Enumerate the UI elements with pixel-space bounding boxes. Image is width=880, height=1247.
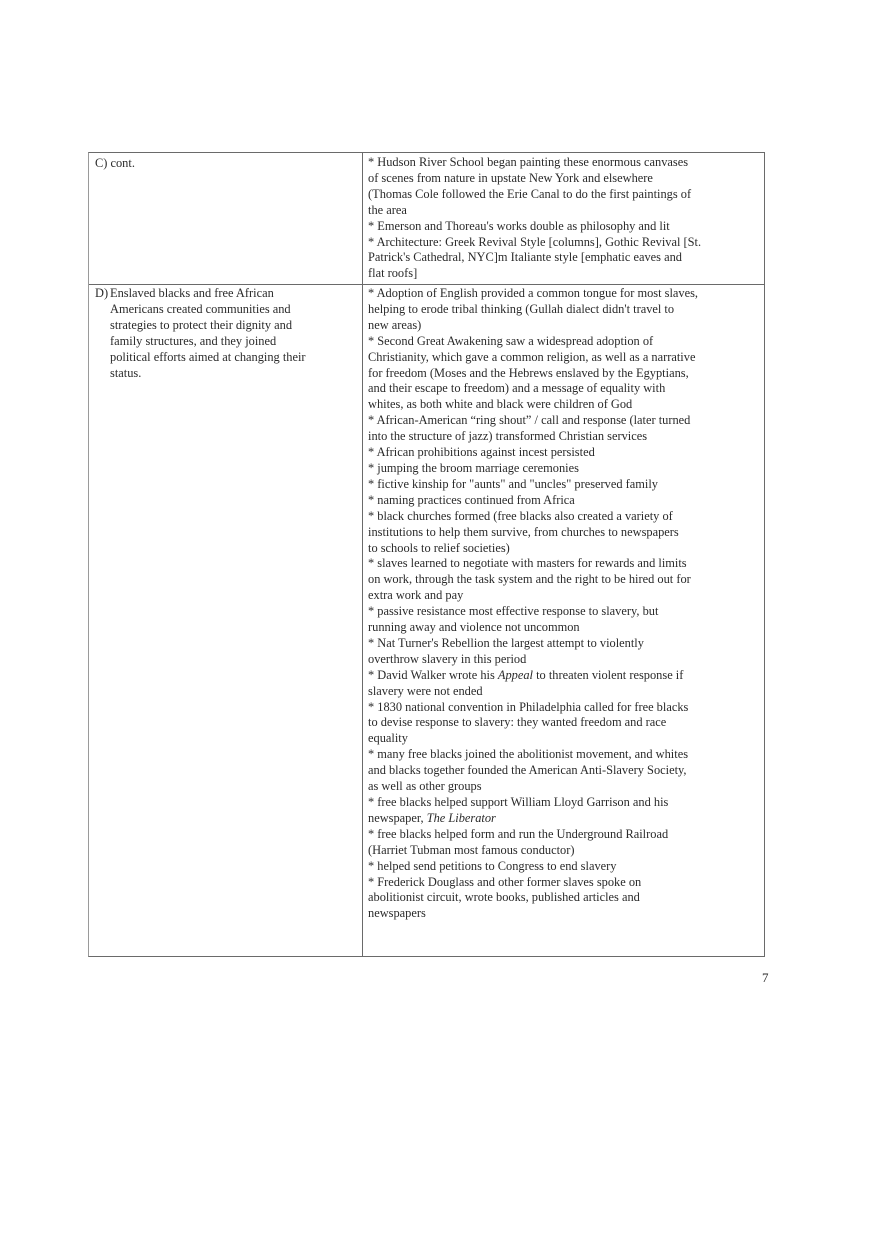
note-line: abolitionist circuit, wrote books, published articles and (368, 890, 640, 905)
note-line: Christianity, which gave a common religion, as well as a narrative (368, 349, 696, 364)
walker-pre: * David Walker wrote his (368, 667, 498, 682)
row-divider (89, 284, 764, 285)
note-line: running away and violence not uncommon (368, 620, 580, 635)
note-line: * naming practices continued from Africa (368, 492, 575, 507)
note-line: status. (110, 365, 142, 380)
note-line: * black churches formed (free blacks also created a variety of (368, 508, 673, 523)
note-line: to devise response to slavery: they wanted freedom and race (368, 715, 667, 730)
note-line: newspapers (368, 906, 426, 921)
note-line: * Nat Turner's Rebellion the largest attempt to violently (368, 635, 644, 650)
note-line: * fictive kinship for "aunts" and "uncles" preserved family (368, 476, 658, 491)
note-line: slavery were not ended (368, 683, 483, 698)
note-line: * many free blacks joined the abolitionist movement, and whites (368, 747, 689, 762)
note-line: Patrick's Cathedral, NYC]m Italiante style [emphatic eaves and (368, 250, 682, 265)
note-line: (Harriet Tubman most famous conductor) (368, 842, 575, 857)
note-line: * jumping the broom marriage ceremonies (368, 460, 579, 475)
note-line: * free blacks helped support William Lloyd Garrison and his (368, 795, 669, 809)
note-line: on work, through the task system and the right to be hired out for (368, 572, 691, 587)
note-line: * passive resistance most effective response to slavery, but (368, 604, 659, 619)
note-line: * African prohibitions against incest persisted (368, 445, 595, 460)
page-number: 7 (762, 970, 769, 985)
note-line: institutions to help them survive, from churches to newspapers (368, 524, 679, 539)
row-d-topic (95, 286, 306, 381)
note-line: * Adoption of English provided a common tongue for most slaves, (368, 286, 699, 300)
note-line: strategies to protect their dignity and (110, 317, 293, 332)
note-line: C) cont. (95, 156, 135, 170)
note-line: * Frederick Douglass and other former slaves spoke on (368, 874, 642, 889)
note-line: * helped send petitions to Congress to end slavery (368, 858, 617, 873)
note-line: * 1830 national convention in Philadelphia called for free blacks (368, 699, 689, 714)
note-line: the area (368, 202, 407, 217)
note-line (368, 668, 698, 684)
note-line: equality (368, 731, 408, 746)
note-line: into the structure of jazz) transformed Christian services (368, 429, 648, 444)
note-line: extra work and pay (368, 588, 464, 603)
note-line: and their escape to freedom) and a message of equality with (368, 381, 666, 396)
column-divider (362, 153, 363, 956)
note-line: new areas) (368, 317, 422, 332)
note-line: Americans created communities and (110, 301, 291, 316)
note-line: * Hudson River School began painting these enormous canvases (368, 155, 689, 169)
note-line: * free blacks helped form and run the Underground Railroad (368, 826, 669, 841)
row-c-notes (368, 155, 701, 282)
note-line: as well as other groups (368, 779, 482, 794)
note-line: overthrow slavery in this period (368, 651, 527, 666)
note-line: * Architecture: Greek Revival Style [columns], Gothic Revival [St. (368, 234, 702, 249)
row-d-label: D) (95, 286, 109, 300)
note-line: * slaves learned to negotiate with masters for rewards and limits (368, 556, 687, 571)
note-line: of scenes from nature in upstate New York and elsewhere (368, 170, 653, 185)
note-line: to schools to relief societies) (368, 540, 510, 555)
notes-table (88, 152, 765, 957)
note-line: helping to erode tribal thinking (Gullah dialect didn't travel to (368, 301, 675, 316)
note-line: Enslaved blacks and free African (110, 286, 274, 300)
walker-post: to threaten violent response if (533, 667, 684, 682)
note-line: * African-American “ring shout” / call and response (later turned (368, 413, 691, 428)
liberator-title: The Liberator (426, 810, 496, 825)
note-line: whites, as both white and black were children of God (368, 397, 633, 412)
row-d-notes (368, 286, 698, 922)
note-line: (Thomas Cole followed the Erie Canal to do the first paintings of (368, 186, 692, 201)
liberator-pre: newspaper, (368, 810, 427, 825)
note-line (368, 811, 698, 827)
row-c-topic (95, 156, 135, 172)
note-line: and blacks together founded the American Anti-Slavery Society, (368, 763, 687, 778)
note-line: * Emerson and Thoreau's works double as philosophy and lit (368, 218, 670, 233)
note-line: * Second Great Awakening saw a widespread adoption of (368, 333, 654, 348)
note-line: flat roofs] (368, 266, 418, 281)
note-line: political efforts aimed at changing their (110, 349, 306, 364)
note-line: family structures, and they joined (110, 333, 277, 348)
appeal-title: Appeal (497, 667, 533, 682)
note-line: for freedom (Moses and the Hebrews enslaved by the Egyptians, (368, 365, 689, 380)
